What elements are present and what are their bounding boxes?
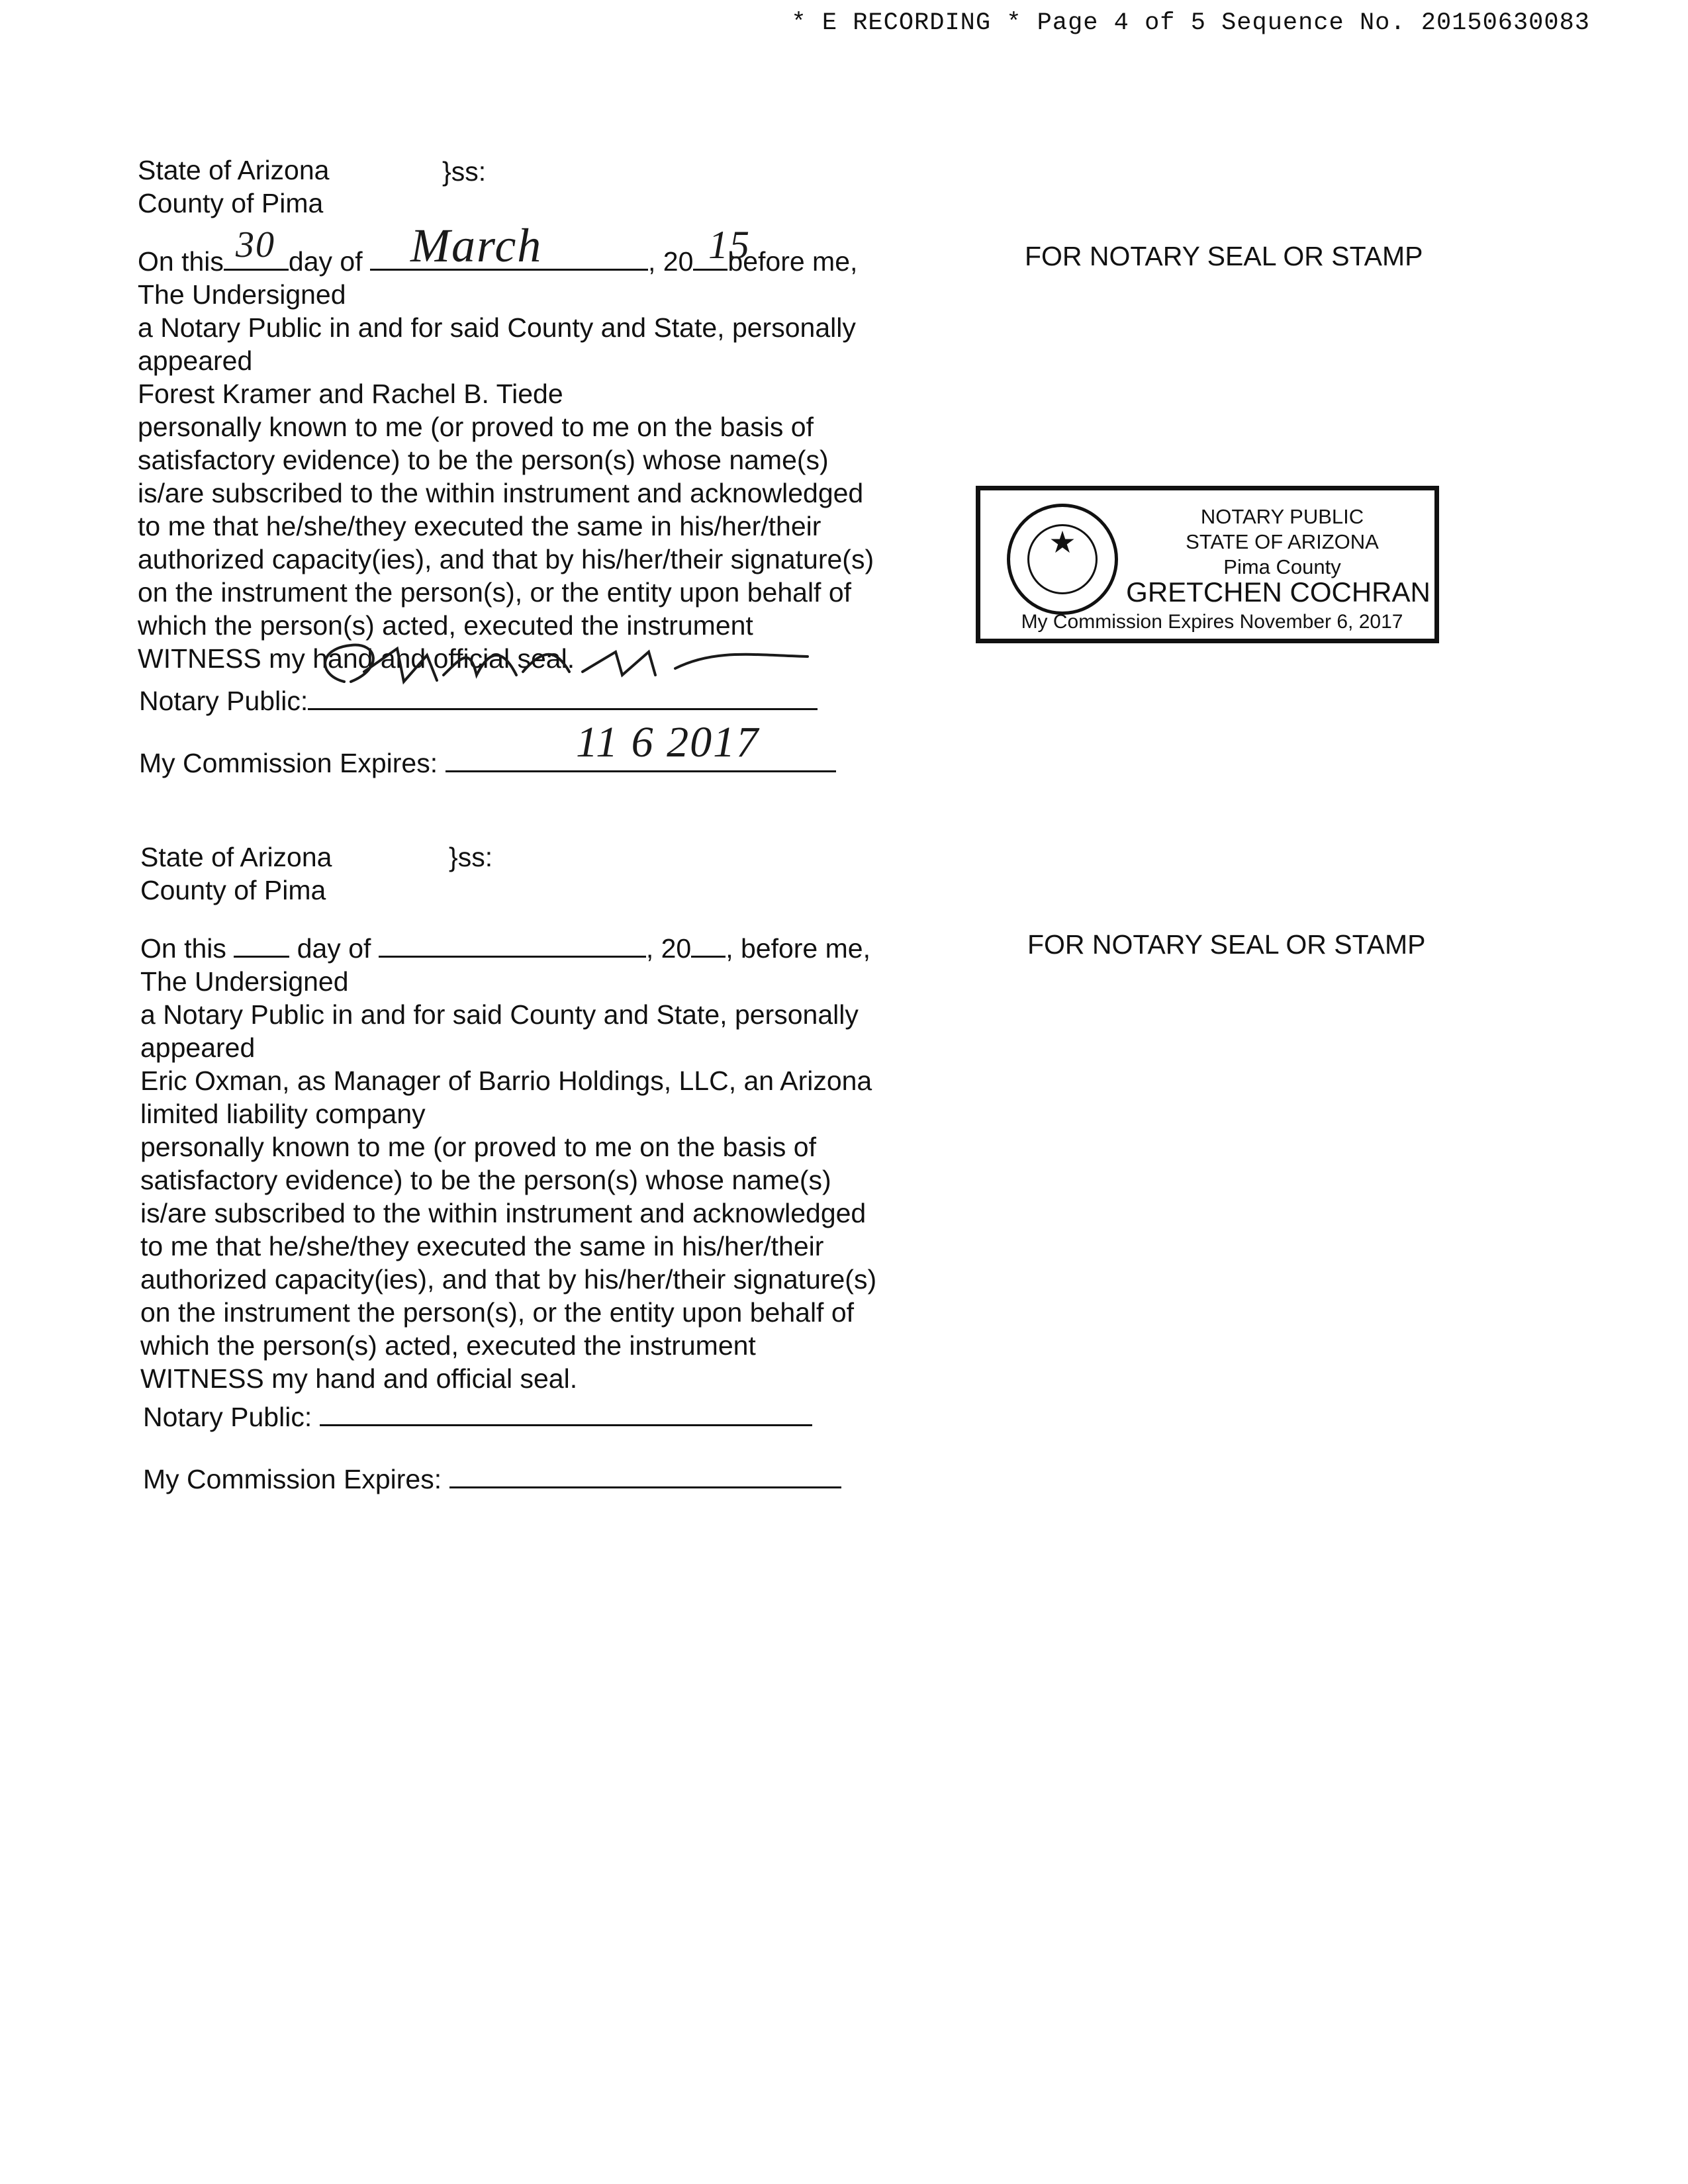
commission-blank[interactable] — [449, 1464, 841, 1488]
body-line: is/are subscribed to the within instrument and acknowledged — [138, 478, 864, 508]
body-line: WITNESS my hand and official seal. — [140, 1363, 578, 1394]
body-line: which the person(s) acted, executed the instrument — [138, 610, 753, 641]
day-of-label: day of — [288, 246, 363, 277]
notary-signature — [305, 635, 834, 715]
commission-label: My Commission Expires: — [139, 748, 438, 778]
on-this-label: On this — [140, 933, 226, 964]
notary-public-label: Notary Public: — [143, 1402, 312, 1432]
year-blank[interactable] — [691, 933, 726, 958]
notary-signature-blank[interactable] — [320, 1402, 812, 1426]
body-line: personally known to me (or proved to me on the basis of — [140, 1132, 816, 1162]
notary-stamp — [976, 486, 1439, 643]
day-blank[interactable] — [234, 933, 289, 958]
stamp-title: NOTARY PUBLIC — [1200, 505, 1364, 528]
body-line: authorized capacity(ies), and that by his/her/their signature(s) — [138, 544, 874, 574]
body-line: WITNESS my hand and official seal. — [138, 643, 575, 674]
county-label: County of Pima — [138, 188, 324, 218]
notary-line: a Notary Public in and for said County and State, personally — [138, 312, 856, 343]
handwritten-month: March — [410, 219, 543, 272]
body-line: is/are subscribed to the within instrument and acknowledged — [140, 1198, 867, 1228]
handwritten-year: 15 — [708, 223, 751, 267]
body-line: to me that he/she/they executed the same in his/her/their — [138, 511, 821, 541]
body-line: authorized capacity(ies), and that by his/her/their signature(s) — [140, 1264, 877, 1295]
appeared-label: appeared — [140, 1032, 256, 1063]
state-seal-icon: ★ — [1007, 504, 1118, 615]
recording-header: * E RECORDING * Page 4 of 5 Sequence No. 20150630083 — [791, 9, 1590, 37]
stamp-notary-name: GRETCHEN COCHRAN — [1126, 576, 1430, 608]
year-prefix-label: , 20 — [645, 933, 692, 964]
undersigned-label: The Undersigned — [140, 966, 349, 997]
body-line: on the instrument the person(s), or the entity upon behalf of — [140, 1297, 855, 1328]
notary-public-line-2 — [143, 1400, 812, 1433]
appearing-names: limited liability company — [140, 1099, 426, 1129]
stamp-county: Pima County — [1223, 555, 1341, 578]
handwritten-commission-date: 11 6 2017 — [576, 718, 760, 766]
before-me-label: before me, — [727, 246, 858, 277]
seal-caption: FOR NOTARY SEAL OR STAMP — [1025, 241, 1423, 271]
appearing-names: Forest Kramer and Rachel B. Tiede — [138, 379, 563, 409]
acknowledgment-block-2 — [140, 841, 332, 907]
handwritten-day: 30 — [236, 224, 275, 265]
body-line: satisfactory evidence) to be the person(s) whose name(s) — [138, 445, 829, 475]
year-prefix-label: , 20 — [648, 246, 694, 277]
acknowledgment-text-1 — [138, 278, 874, 675]
ss-label: }ss: — [442, 156, 487, 187]
undersigned-label: The Undersigned — [138, 279, 346, 310]
state-label: State of Arizona — [140, 842, 332, 872]
acknowledgment-text-2 — [140, 965, 876, 1395]
before-me-label: , before me, — [726, 933, 870, 964]
state-label: State of Arizona — [138, 155, 330, 185]
on-this-label: On this — [138, 246, 224, 277]
body-line: personally known to me (or proved to me on the basis of — [138, 412, 814, 442]
body-line: which the person(s) acted, executed the instrument — [140, 1330, 756, 1361]
date-line-2 — [140, 932, 870, 965]
day-of-label: day of — [297, 933, 371, 964]
body-line: to me that he/she/they executed the same in his/her/their — [140, 1231, 824, 1261]
ss-label: }ss: — [449, 842, 493, 872]
body-line: on the instrument the person(s), or the entity upon behalf of — [138, 577, 852, 608]
stamp-state: STATE OF ARIZONA — [1186, 530, 1379, 553]
commission-line-2 — [143, 1463, 841, 1496]
appearing-names: Eric Oxman, as Manager of Barrio Holdings, LLC, an Arizona — [140, 1066, 872, 1096]
body-line: satisfactory evidence) to be the person(s) whose name(s) — [140, 1165, 831, 1195]
notary-line: a Notary Public in and for said County and State, personally — [140, 999, 859, 1030]
commission-label: My Commission Expires: — [143, 1464, 442, 1494]
seal-caption: FOR NOTARY SEAL OR STAMP — [1027, 929, 1426, 960]
acknowledgment-block-1 — [138, 154, 329, 220]
month-blank[interactable] — [379, 933, 646, 958]
county-label: County of Pima — [140, 875, 326, 905]
stamp-expiration: My Commission Expires November 6, 2017 — [1021, 611, 1403, 633]
notary-public-label: Notary Public: — [139, 686, 308, 716]
appeared-label: appeared — [138, 345, 253, 376]
